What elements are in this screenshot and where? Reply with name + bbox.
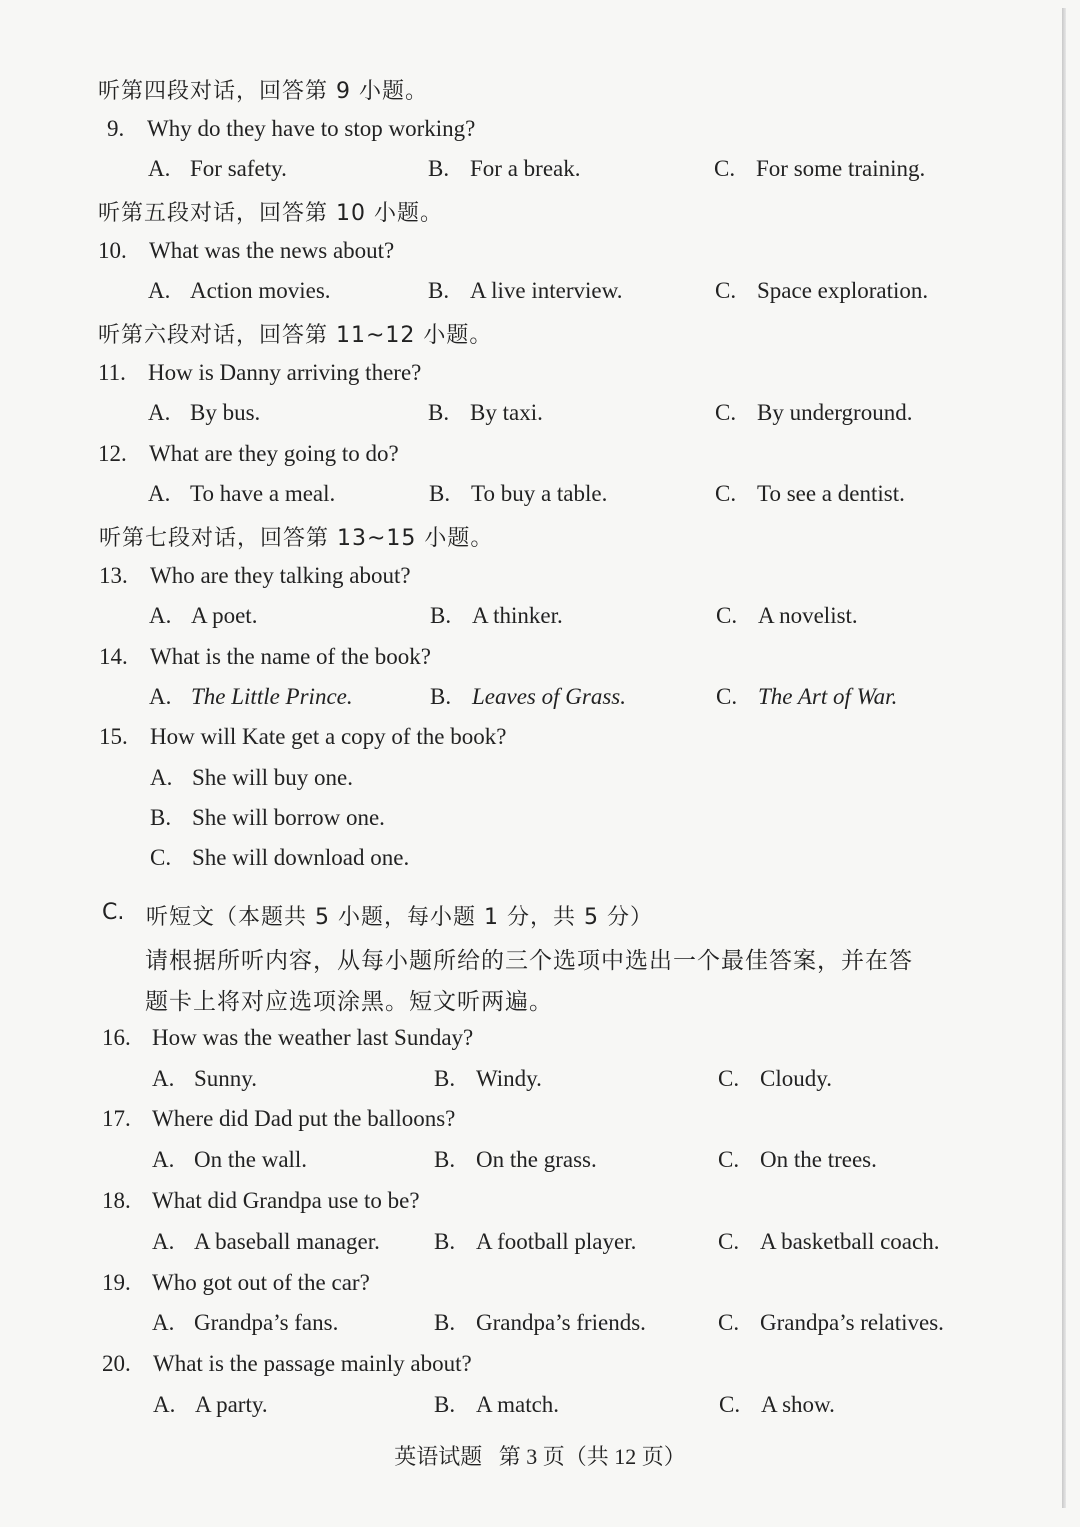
question-number: 10. [98, 238, 127, 263]
question-text: How will Kate get a copy of the book? [150, 724, 507, 749]
question-number: 20. [102, 1351, 131, 1376]
question-text: What are they going to do? [149, 441, 399, 466]
option-c[interactable]: C. A novelist. [716, 603, 858, 628]
option-a[interactable]: A. To have a meal. [148, 481, 336, 506]
footer-page-number: 3 [526, 1444, 538, 1469]
section-c-description-2: 题卡上将对应选项涂黑。短文听两遍。 [145, 989, 553, 1015]
page-footer [0, 1440, 1080, 1471]
option-a[interactable]: A. A poet. [149, 603, 258, 628]
option-a[interactable]: A. On the wall. [152, 1147, 308, 1172]
footer-page-suffix: 页） [641, 1445, 686, 1470]
option-b[interactable]: B. A live interview. [428, 278, 623, 303]
option-c[interactable]: C. Grandpa’s relatives. [718, 1310, 944, 1335]
option-c[interactable]: C. To see a dentist. [715, 481, 905, 506]
question-number: 12. [98, 441, 127, 466]
question-number: 11. [98, 360, 126, 385]
option-c[interactable]: C. A show. [719, 1392, 835, 1417]
instruction-dialogue-4: 听第四段对话，回答第 9 小题。 [98, 79, 428, 104]
footer-page-total: 12 [614, 1444, 637, 1469]
option-c[interactable]: C. On the trees. [718, 1147, 877, 1172]
section-c-description-1: 请根据所听内容，从每小题所给的三个选项中选出一个最佳答案，并在答 [145, 948, 913, 974]
footer-page-mid: 页（共 [542, 1445, 609, 1470]
option-b[interactable]: B. To buy a table. [429, 481, 608, 506]
question-number: 14. [99, 644, 128, 669]
option-a[interactable]: A. A baseball manager. [152, 1229, 380, 1254]
question-text: What did Grandpa use to be? [152, 1188, 420, 1213]
question-text: How was the weather last Sunday? [152, 1025, 474, 1050]
section-c-label: C. [102, 900, 125, 925]
option-a[interactable]: A. For safety. [148, 156, 287, 181]
option-c[interactable]: C. By underground. [715, 400, 913, 425]
option-b[interactable]: B. On the grass. [434, 1147, 597, 1172]
question-text: Where did Dad put the balloons? [152, 1106, 456, 1131]
instruction-dialogue-5: 听第五段对话，回答第 10 小题。 [98, 201, 443, 226]
option-a[interactable]: A. The Little Prince. [149, 684, 353, 709]
footer-page-prefix: 第 [498, 1445, 521, 1470]
option-b[interactable]: B. A thinker. [430, 603, 563, 628]
footer-subject: 英语试题 [394, 1445, 483, 1470]
option-a[interactable]: A. Sunny. [152, 1066, 258, 1091]
option-b[interactable]: B. Leaves of Grass. [430, 684, 626, 709]
option-c[interactable]: C. For some training. [714, 156, 926, 181]
question-number: 16. [102, 1025, 131, 1050]
option-b[interactable]: B. A football player. [434, 1229, 637, 1254]
question-number: 19. [102, 1270, 131, 1295]
option-a[interactable]: A. A party. [153, 1392, 268, 1417]
option-b[interactable]: B. Grandpa’s friends. [434, 1310, 646, 1335]
option-a[interactable]: A. Grandpa’s fans. [152, 1310, 339, 1335]
question-number: 18. [102, 1188, 131, 1213]
question-text: What is the passage mainly about? [153, 1351, 472, 1376]
question-number: 9. [107, 116, 125, 141]
option-a[interactable]: A. Action movies. [148, 278, 331, 303]
instruction-dialogue-6: 听第六段对话，回答第 11~12 小题。 [98, 323, 493, 348]
option-b[interactable]: B. A match. [434, 1392, 560, 1417]
question-text: Why do they have to stop working? [147, 116, 476, 141]
option-c[interactable]: C. Cloudy. [718, 1066, 832, 1091]
question-number: 13. [99, 563, 128, 588]
question-text: What was the news about? [149, 238, 395, 263]
option-b[interactable]: B. For a break. [428, 156, 581, 181]
exam-page: 听第四段对话，回答第 9 小题。 9. Why do they have to stop working? A. For safety. B. For a break. C. For some training. 听第五段对话，回答第 10 小题。 10. What was the news about? A. Action movies. B. A live interview. C. Space exploration. 听第六段对话，回答第 11~12 小题。 11. How is Danny arriving there? A. By bus. B. By taxi. C. By underground. 12. What are they going to do? A. To have a meal. B. To buy a table. C. To see a dentist. 听第七段对话，回答第 13~15 小题。 13. Who are they talking about? A. A poet. B. A thinker. C. A novelist. 14. What is the name of the book? A. The Little Prince. B. Leaves of Grass. C. The Art of War. 15. How will Kate get a copy of the book? A. She will buy one. B. She will borrow one. C. She will download one. C. 听短文（本题共 5 小题，每小题 1 分，共 5 分） 请根据所听内容，从每小题所给的三个选项中选出一个最佳答案，并在答 题卡上将对应选项涂黑。短文听两遍。 16. How was the weather last Sunday? A. Sunny. B. Windy. C. Cloudy. 17. Where did Dad put the balloons? A. On the wall. B. On the grass. C. On the trees. 18. What did Grandpa use to be? A. A baseball manager. B. A football player. C. A basketball coach. 19. Who got out of the car? A. Grandpa’s fans. B. Grandpa’s friends. C. Grandpa’s relatives. 20. What is the passage mainly about? A. A party. B. A match. C. A show. 英语试题 第 3 页（共 12 页） [0, 0, 1080, 1527]
option-c[interactable]: C. A basketball coach. [718, 1229, 940, 1254]
question-text: How is Danny arriving there? [148, 360, 422, 385]
question-text: What is the name of the book? [150, 644, 432, 669]
question-text: Who are they talking about? [150, 563, 411, 588]
section-c-title: 听短文（本题共 5 小题，每小题 1 分，共 5 分） [146, 905, 653, 930]
option-a[interactable]: A. By bus. [148, 400, 261, 425]
option-c[interactable]: C. The Art of War. [716, 684, 898, 709]
question-text: Who got out of the car? [152, 1270, 370, 1295]
option-b[interactable]: B. Windy. [434, 1066, 542, 1091]
option-c[interactable]: C. Space exploration. [715, 278, 929, 303]
option-b[interactable]: B. By taxi. [428, 400, 543, 425]
question-number: 15. [99, 724, 128, 749]
instruction-dialogue-7: 听第七段对话，回答第 13~15 小题。 [99, 526, 494, 551]
question-number: 17. [102, 1106, 131, 1131]
